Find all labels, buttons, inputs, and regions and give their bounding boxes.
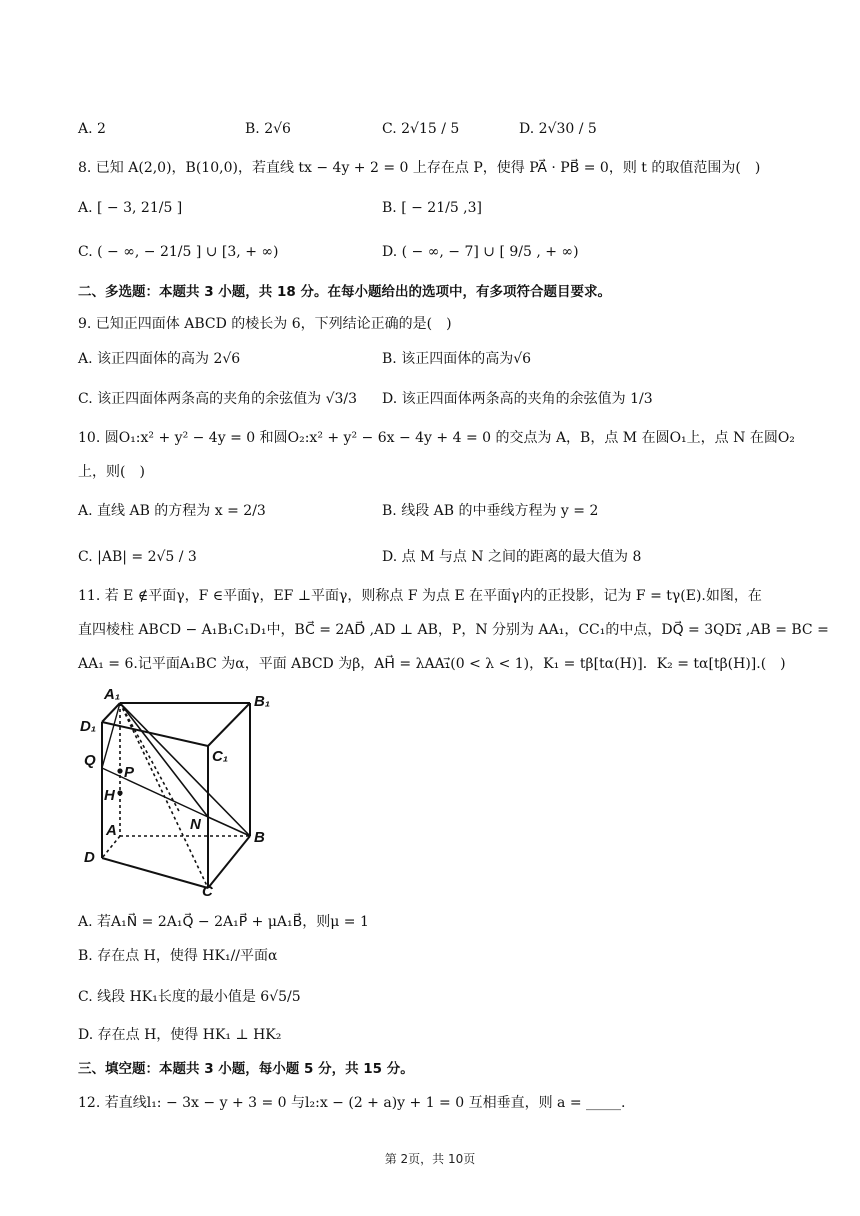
label-a: A	[106, 822, 117, 839]
q9-option-c: C. 该正四面体两条高的夹角的余弦值为 √3/3	[78, 391, 358, 407]
label-q: Q	[84, 752, 96, 769]
edge-a-d-hidden	[102, 836, 120, 858]
q11-option-b: B. 存在点 H，使得 HK₁//平面α	[78, 948, 278, 964]
q8-option-b: B. [ − 21/5 ,3]	[382, 200, 482, 216]
prism-figure	[78, 683, 278, 898]
q10-stem-line1: 10. 圆O₁:x² + y² − 4y = 0 和圆O₂:x² + y² − 6x − 4y + 4 = 0 的交点为 A，B，点 M 在圆O₁上，点 N 在圆O₂	[78, 430, 795, 446]
q10-option-c: C. |AB| = 2√5 / 3	[78, 549, 197, 565]
label-n: N	[190, 816, 201, 833]
segment-a1-inner-hidden	[120, 703, 180, 813]
segment-a1-c-hidden	[120, 703, 208, 888]
q8-option-c: C. ( − ∞, − 21/5 ] ∪ [3, + ∞)	[78, 244, 279, 260]
q11-option-a: A. 若A₁N⃗ = 2A₁Q⃗ − 2A₁P⃗ + μA₁B⃗，则μ = 1	[78, 914, 369, 930]
edge-c-b	[208, 836, 250, 888]
label-c1: C₁	[212, 748, 229, 765]
section-3-heading: 三、填空题：本题共 3 小题，每小题 5 分，共 15 分。	[78, 1061, 414, 1077]
section-2-heading: 二、多选题：本题共 3 小题，共 18 分。在每小题给出的选项中，有多项符合题目要求。	[78, 284, 611, 300]
q8-option-d: D. ( − ∞, − 7] ∪ [ 9/5 , + ∞)	[382, 244, 579, 260]
label-p: P	[124, 764, 135, 781]
label-d1: D₁	[80, 718, 97, 735]
edge-c1-b1	[208, 703, 250, 746]
q10-option-d: D. 点 M 与点 N 之间的距离的最大值为 8	[382, 549, 642, 565]
prism-diagram	[78, 683, 278, 898]
q11-option-c: C. 线段 HK₁长度的最小值是 6√5/5	[78, 989, 301, 1005]
edge-d1-c1	[102, 722, 208, 746]
q10-stem-line2: 上，则( )	[78, 464, 145, 480]
q10-option-a: A. 直线 AB 的方程为 x = 2/3	[78, 503, 266, 519]
q11-stem-line3: AA₁ = 6.记平面A₁BC 为α，平面 ABCD 为β，AH⃗ = λAA₁⃗(0 < λ < 1)，K₁ = tβ[tα(H)]．K₂ = tα[tβ(H)].( )	[78, 656, 786, 672]
q11-stem-line2: 直四棱柱 ABCD − A₁B₁C₁D₁中，BC⃗ = 2AD⃗ ,AD ⊥ AB，P，N 分别为 AA₁，CC₁的中点，DQ⃗ = 3QD₁⃗ ,AB = BC =	[78, 622, 829, 638]
q9-stem: 9. 已知正四面体 ABCD 的棱长为 6，下列结论正确的是( )	[78, 316, 452, 332]
point-p	[117, 768, 122, 773]
q11-option-d: D. 存在点 H，使得 HK₁ ⊥ HK₂	[78, 1027, 282, 1043]
q10-option-b: B. 线段 AB 的中垂线方程为 y = 2	[382, 503, 599, 519]
q7-option-c: C. 2√15 / 5	[382, 121, 460, 137]
q9-option-b: B. 该正四面体的高为√6	[382, 351, 532, 367]
page-footer: 第 2页，共 10页	[384, 1152, 476, 1166]
q8-stem: 8. 已知 A(2,0)，B(10,0)，若直线 tx − 4y + 2 = 0 上存在点 P，使得 PA⃗ · PB⃗ = 0，则 t 的取值范围为( )	[78, 160, 761, 176]
label-b: B	[254, 829, 265, 846]
q12-stem: 12. 若直线l₁: − 3x − y + 3 = 0 与l₂:x − (2 + a)y + 1 = 0 互相垂直，则 a = _____.	[78, 1095, 626, 1111]
q9-option-a: A. 该正四面体的高为 2√6	[78, 351, 241, 367]
q8-option-a: A. [ − 3, 21/5 ]	[78, 200, 183, 216]
label-c: C	[202, 883, 213, 898]
point-h	[117, 790, 122, 795]
label-a1: A₁	[104, 686, 121, 703]
segment-n-b	[208, 817, 250, 836]
q7-option-a: A. 2	[78, 121, 106, 137]
q11-stem-line1: 11. 若 E ∉平面γ，F ∈平面γ，EF ⊥平面γ，则称点 F 为点 E 在平面γ内的正投影，记为 F = tγ(E).如图，在	[78, 588, 762, 604]
q7-option-d: D. 2√30 / 5	[519, 121, 597, 137]
edge-d-c	[102, 858, 208, 888]
segment-a1-n	[120, 703, 208, 817]
label-d: D	[84, 849, 95, 866]
q9-option-d: D. 该正四面体两条高的夹角的余弦值为 1/3	[382, 391, 653, 407]
q7-option-b: B. 2√6	[245, 121, 291, 137]
label-h: H	[104, 787, 115, 804]
label-b1: B₁	[254, 693, 271, 710]
